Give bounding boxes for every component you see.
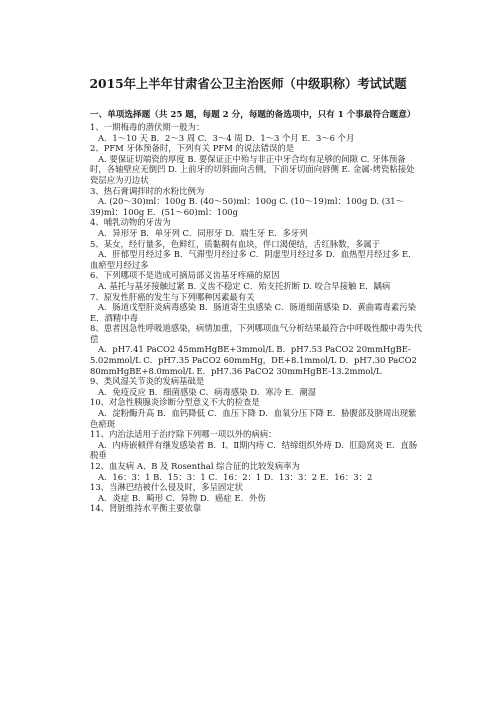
question-options: A．内痔嵌顿伴有继发感染者 B．I、Ⅱ期内痔 C．结缔组织外痔 D．肛隐窝炎 E．直肠脱垂	[90, 439, 418, 461]
question-stem: 2、PFM 牙体预备时，下列有关 PFM 的说法错误的是	[90, 143, 295, 154]
question-stem: 5、某女，经行量多，色鲜红，质黏稠有血块，伴口渴便结，舌红脉数，多属于	[90, 238, 381, 249]
question-options: A．炎症 B．畸形 C．异物 D．癌症 E．外伤	[98, 492, 266, 503]
question-options: A．16：3：1 B．15：3：1 C．16：2：1 D．13：3：2 E．16：3：2	[98, 471, 373, 482]
question-options: A．免疫反应 B．细菌感染 C．病毒感染 D．寒冷 E．潮湿	[98, 386, 316, 397]
question-stem: 6、下列哪项不是造成可摘局部义齿基牙疼痛的原因	[90, 270, 280, 281]
question-stem: 14、肾脏维持水平衡主要依靠	[90, 503, 202, 514]
question-stem: 13、当淋巴结被什么侵及时，多呈固定状	[90, 482, 244, 493]
question-options: A．肠道戊型肝炎病毒感染 B．肠道寄生虫感染 C．肠道细菌感染 D．黄曲霉毒素污染 E．酒精中毒	[90, 302, 417, 323]
question-stem: 12、血友病 A、B 及 Rosenthal 综合征的比较发病率为	[90, 461, 300, 471]
question-stem: 3、热石膏调拌时的水粉比例为	[90, 185, 205, 196]
question-stem: 10、对急性胰腺炎诊断分型意义不大的检查是	[90, 397, 260, 408]
question-stem: 7、原发性肝癌的发生与下列哪种因素最有关	[90, 291, 255, 302]
question-options: A. (20～30)ml：100g B. (40～50)ml：100g C. (10～19)ml：100g D. (31～39)ml：100g E．(51～60)ml：100g	[90, 196, 405, 217]
question-stem: 1、一期梅毒的潜伏期一般为：	[90, 122, 205, 132]
question-stem: 8、患者因急性呼吸道感染，病情加重，下列哪项血气分析结果最符合中呼吸性酸中毒失代偿	[90, 323, 422, 344]
question-options: A．肝郁型月经过多 B．气滞型月经过多 C．阴虚型月经过多 D．血热型月经过多 E．血瘀型月经过多	[90, 249, 417, 270]
question-options: A．1～10 天 B．2～3 周 C．3～4 周 D．1～3 个月 E．3～6 个月	[98, 132, 355, 143]
question-options: A．淀粉酶升高 B．血钙降低 C．血压下降 D．血氧分压下降 E．胁腹部及脐周出现紫色瘀斑	[90, 408, 417, 429]
question-options: A. 要保证切端瓷的厚度 B. 要保证正中殆与非正中牙合均有足够的间隙 C. 牙体预备时，各轴壁应无倒凹 D. 上前牙的切斜面向舌侧，下前牙切面向唇侧 E. 金属-烤瓷粘接处瓷层应为刃边状	[90, 153, 415, 185]
question-options: A．pH7.41 PaCO2 45mmHgBE+3mmol/L B．pH7.53 PaCO2 20mmHgBE-5.02mmol/L C．pH7.35 PaCO2 60mmHg，DE+8.1mmol/L D．pH7.30 PaCO2 80mmHgBE+8.0mmol/L E．pH7.36 PaCO2 30mmHgBE-13.2mmol/L	[90, 344, 417, 376]
question-stem: 9、类风湿关节炎的发病基础是	[90, 376, 205, 387]
document-title: 2015年上半年甘肃省公卫主治医师（中级职称）考试试题	[89, 76, 407, 91]
question-stem: 11、内治法适用于治疗除下列哪一项以外的病病：	[90, 429, 277, 440]
section-heading: 一、单项选择题（共 25 题，每题 2 分，每题的备选项中，只有 1 个事最符合题意）	[90, 110, 416, 120]
question-options: A. 基托与基牙接触过紧 B. 义齿不稳定 C．殆支托折断 D. 咬合早接触 E．龋病	[98, 280, 391, 291]
question-stem: 4、哺乳动物的牙齿为	[90, 217, 171, 228]
question-list	[90, 110, 422, 514]
question-options: A．异形牙 B．单牙列 C．同形牙 D．端生牙 E．多牙列	[98, 227, 308, 238]
